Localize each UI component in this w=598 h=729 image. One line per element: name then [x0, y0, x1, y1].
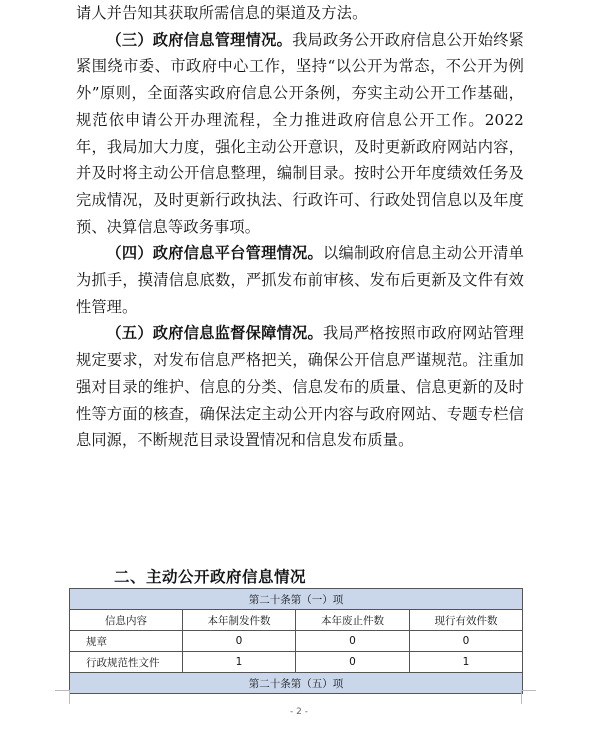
table-row-label: 行政规范性文件: [70, 652, 183, 673]
table-cell: 0: [183, 631, 296, 652]
crop-mark: [522, 690, 536, 691]
paragraph-supervision: [76, 320, 524, 454]
paragraph-1-body: 请人并告知其获取所需信息的渠道及方法。: [76, 4, 368, 22]
paragraph-supervision-heading: （五）政府信息监督保障情况。: [106, 324, 323, 343]
table-row-label: 规章: [70, 631, 183, 652]
table-row: [70, 652, 523, 673]
paragraph-platform-heading: （四）政府信息平台管理情况。: [106, 244, 323, 263]
table-cell: 0: [410, 631, 523, 652]
table-section-title: 第二十条第（一）项: [70, 589, 523, 610]
paragraph-management-body: 我局政务公开政府信息公开始终紧紧围绕市委、市政府中心工作，坚持“以公开为常态，不公开为例外”原则，全面落实政府信息公开条例，夯实主动公开工作基础，规范依申请公开办理流程，全力推进政府信息公开工作。2022年，我局加大力度，强化主动公开意识，及时更新政府网站内容，并及时将主动公开信息整理，编制目录。按时公开年度绩效任务及完成情况，及时更新行政执法、行政许可、行政处罚信息以及年度预、决算信息等政务事项。: [76, 30, 525, 236]
paragraph-platform: [76, 240, 524, 320]
crop-mark: [55, 690, 69, 691]
section-heading: 二、主动公开政府信息情况: [114, 568, 307, 586]
paragraph-supervision-body: 我局严格按照市政府网站管理规定要求，对发布信息严格把关，确保公开信息严谨规范。注重加强对目录的维护、信息的分类、信息发布的质量、信息更新的及时性等方面的核查，确保法定主动公开内容与政府网站、专题专栏信息同源，不断规范目录设置情况和信息发布质量。: [76, 324, 524, 450]
table-header-row: [70, 610, 523, 631]
table-cell: 1: [410, 652, 523, 673]
table-header-cell: 本年制发件数: [183, 610, 296, 631]
page-number: - 2 -: [290, 707, 308, 717]
table-section-title: 第二十条第（五）项: [70, 673, 523, 694]
body-text: [76, 0, 524, 454]
crop-mark: [521, 690, 522, 704]
paragraph-management: [76, 27, 524, 241]
disclosure-table: [69, 588, 523, 694]
table-section-row: [70, 673, 523, 694]
paragraph-1: [76, 0, 524, 27]
crop-mark: [69, 690, 70, 704]
paragraph-platform-body: 以编制政府信息主动公开清单为抓手，摸清信息底数，严抓发布前审核、发布后更新及文件有效性管理。: [76, 244, 524, 316]
table-header-cell: 现行有效件数: [410, 610, 523, 631]
table-cell: 0: [296, 631, 410, 652]
table-header-cell: 信息内容: [70, 610, 183, 631]
table-row: [70, 631, 523, 652]
table-section-row: [70, 589, 523, 610]
table-cell: 1: [183, 652, 296, 673]
paragraph-management-heading: （三）政府信息管理情况。: [106, 30, 293, 49]
table-header-cell: 本年废止件数: [296, 610, 410, 631]
table-cell: 0: [296, 652, 410, 673]
